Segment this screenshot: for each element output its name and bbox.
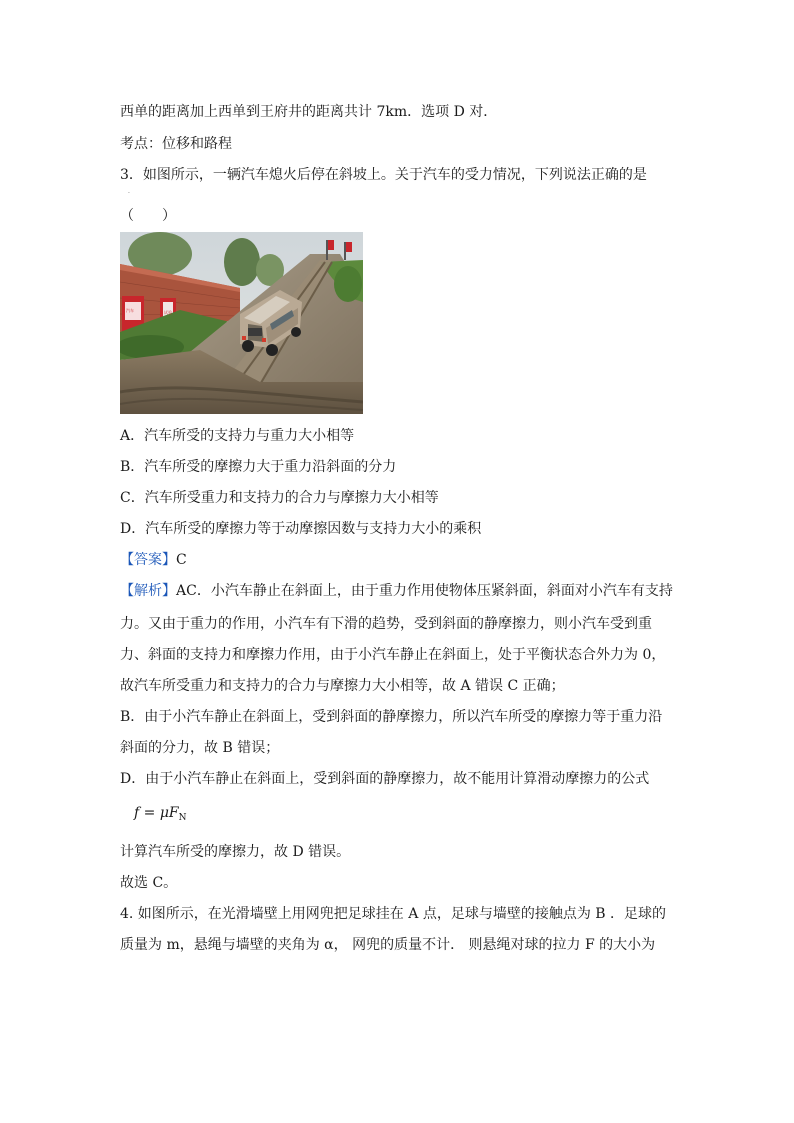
option-b: B．汽车所受的摩擦力大于重力沿斜面的分力 [120,459,397,475]
friction-formula [134,803,187,828]
option-a: A．汽车所受的支持力与重力大小相等 [120,428,355,444]
answer-value: C [176,552,187,568]
option-d: D．汽车所受的摩擦力等于动摩擦因数与支持力大小的乘积 [120,521,482,537]
text-line-prev-answer: 西单的距离加上西单到王府井的距离共计 7km．选项 D 对． [120,104,498,120]
analysis-line-4: 故汽车所受重力和支持力的合力与摩擦力大小相等，故 A 错误 C 正确； [120,678,565,694]
car-on-slope-image [120,232,363,414]
analysis-text-1: AC．小汽车静止在斜面上，由于重力作用使物体压紧斜面，斜面对小汽车有支持 [176,583,673,599]
analysis-tag: 【解析】 [120,583,176,599]
analysis-line-8: 计算汽车所受的摩擦力，故 D 错误。 [120,844,351,860]
answer-tag: 【答案】 [120,552,176,568]
question-4-line-1: 4. 如图所示，在光滑墙壁上用网兜把足球挂在 A 点，足球与墙壁的接触点为 B ．足球的 [120,906,667,922]
text-line-topic: 考点：位移和路程 [120,136,232,152]
formula-main: f = μF [134,805,179,821]
analysis-line-6: 斜面的分力，故 B 错误； [120,740,280,756]
small-dot-mark: · [128,190,130,197]
formula-subscript: N [178,813,187,823]
analysis-line-5: B．由于小汽车静止在斜面上，受到斜面的静摩擦力，所以汽车所受的摩擦力等于重力沿 [120,709,663,725]
analysis-line-9: 故选 C。 [120,875,178,891]
analysis-line-3: 力、斜面的支持力和摩擦力作用，由于小汽车静止在斜面上，处于平衡状态合外力为 0， [120,647,666,663]
option-c: C．汽车所受重力和支持力的合力与摩擦力大小相等 [120,490,439,506]
analysis-line-2: 力。又由于重力的作用，小汽车有下滑的趋势，受到斜面的静摩擦力，则小汽车受到重 [120,616,652,632]
analysis-line-7: D．由于小汽车静止在斜面上，受到斜面的静摩擦力，故不能用计算滑动摩擦力的公式 [120,771,650,787]
sign-text-right: 试验 [164,310,172,315]
question-3-paren: （ ） [120,208,176,224]
analysis-line-1 [120,581,673,601]
car-on-slope-photo [120,232,363,414]
question-3-stem: 3．如图所示，一辆汽车熄火后停在斜坡上。关于汽车的受力情况，下列说法正确的是 [120,167,647,183]
sign-text-left: 汽车 [126,308,134,313]
question-4-line-2: 质量为 m，悬绳与墙壁的夹角为 α， 网兜的质量不计． 则悬绳对球的拉力 F 的大小为 [120,937,656,953]
answer-line [120,550,187,570]
